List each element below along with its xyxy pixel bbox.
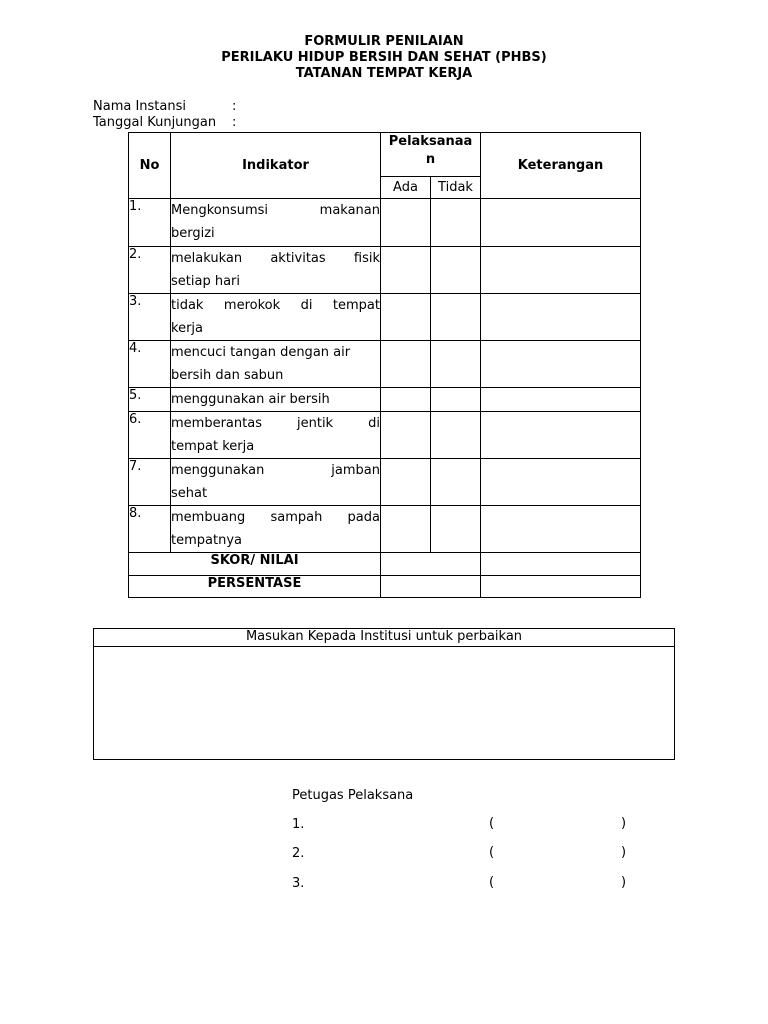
ada-cell[interactable] (381, 199, 431, 247)
tanggal-kunjungan-colon: : (232, 115, 237, 130)
masukan-title: Masukan Kepada Institusi untuk perbaikan (94, 629, 674, 647)
tidak-cell[interactable] (431, 506, 481, 553)
masukan-input-area[interactable] (94, 647, 674, 760)
ada-cell[interactable] (381, 506, 431, 553)
table-row (129, 506, 641, 553)
indikator-line: bergizi (171, 226, 215, 241)
header-indikator: Indikator (171, 133, 381, 199)
table-row (129, 294, 641, 341)
tidak-cell[interactable] (431, 412, 481, 459)
keterangan-cell[interactable] (481, 199, 641, 247)
indikator-line: melakukan aktivitas fisik (171, 251, 380, 266)
ada-cell[interactable] (381, 247, 431, 294)
row-number: 4. (129, 341, 171, 388)
indikator-cell (171, 247, 381, 294)
ada-cell[interactable] (381, 388, 431, 412)
indikator-line: tempatnya (171, 533, 242, 548)
indikator-cell (171, 506, 381, 553)
keterangan-cell[interactable] (481, 459, 641, 506)
table-row (129, 247, 641, 294)
indikator-line: bersih dan sabun (171, 368, 284, 383)
header-ada: Ada (381, 177, 431, 199)
row-number: 3. (129, 294, 171, 341)
header-pelaksanaan (381, 133, 481, 177)
tanggal-kunjungan-label: Tanggal Kunjungan (93, 115, 217, 130)
keterangan-cell[interactable] (481, 341, 641, 388)
skor-row (129, 553, 641, 576)
indikator-cell (171, 294, 381, 341)
petugas-number: 2. (292, 846, 305, 861)
indikator-line: Mengkonsumsi makanan (171, 203, 380, 218)
petugas-close-paren: ) (621, 875, 627, 890)
indikator-line: kerja (171, 321, 203, 336)
indikator-line: tidak merokok di tempat (171, 298, 380, 313)
form-title-line-1: FORMULIR PENILAIAN (304, 34, 464, 49)
tidak-cell[interactable] (431, 341, 481, 388)
persentase-row (129, 576, 641, 598)
indikator-line: sehat (171, 486, 208, 501)
header-no: No (129, 133, 171, 199)
nama-instansi-label: Nama Instansi (93, 99, 186, 114)
ada-cell[interactable] (381, 294, 431, 341)
table-row (129, 459, 641, 506)
petugas-open-paren: ( (489, 816, 495, 831)
header-tidak: Tidak (431, 177, 481, 199)
indikator-line: menggunakan jamban (171, 463, 380, 478)
ada-cell[interactable] (381, 341, 431, 388)
header-pelaksanaan-line-2: n (425, 152, 436, 167)
table-row (129, 199, 641, 247)
indikator-cell (171, 412, 381, 459)
ada-cell[interactable] (381, 459, 431, 506)
table-row (129, 412, 641, 459)
header-pelaksanaan-line-1: Pelaksanaa (388, 134, 473, 149)
tidak-cell[interactable] (431, 459, 481, 506)
form-title-line-3: TATANAN TEMPAT KERJA (295, 66, 473, 81)
indikator-line: memberantas jentik di (171, 416, 380, 431)
persentase-label: PERSENTASE (129, 576, 381, 598)
indikator-cell (171, 341, 381, 388)
petugas-number: 1. (292, 817, 305, 832)
row-number: 2. (129, 247, 171, 294)
indikator-cell (171, 459, 381, 506)
nama-instansi-colon: : (232, 99, 237, 114)
indikator-line: setiap hari (171, 274, 240, 289)
petugas-title: Petugas Pelaksana (292, 788, 414, 803)
row-number: 5. (129, 388, 171, 412)
indikator-line: tempat kerja (171, 439, 255, 454)
skor-keterangan-cell[interactable] (481, 553, 641, 576)
skor-value-cell[interactable] (381, 553, 481, 576)
header-keterangan: Keterangan (481, 133, 641, 199)
petugas-number: 3. (292, 876, 305, 891)
indikator-line: mencuci tangan dengan air (171, 345, 351, 360)
ada-cell[interactable] (381, 412, 431, 459)
row-number: 7. (129, 459, 171, 506)
tidak-cell[interactable] (431, 388, 481, 412)
row-number: 6. (129, 412, 171, 459)
table-row (129, 388, 641, 412)
keterangan-cell[interactable] (481, 294, 641, 341)
indikator-line: membuang sampah pada (171, 510, 380, 525)
tidak-cell[interactable] (431, 199, 481, 247)
persentase-keterangan-cell[interactable] (481, 576, 641, 598)
form-title-line-2: PERILAKU HIDUP BERSIH DAN SEHAT (PHBS) (221, 50, 547, 65)
indikator-cell (171, 199, 381, 247)
persentase-value-cell[interactable] (381, 576, 481, 598)
assessment-table (128, 132, 641, 598)
row-number: 8. (129, 506, 171, 553)
petugas-open-paren: ( (489, 875, 495, 890)
petugas-close-paren: ) (621, 845, 627, 860)
tidak-cell[interactable] (431, 247, 481, 294)
indikator-line: menggunakan air bersih (171, 392, 330, 407)
row-number: 1. (129, 199, 171, 247)
keterangan-cell[interactable] (481, 247, 641, 294)
tidak-cell[interactable] (431, 294, 481, 341)
masukan-box (93, 628, 675, 760)
keterangan-cell[interactable] (481, 506, 641, 553)
petugas-close-paren: ) (621, 816, 627, 831)
table-row (129, 341, 641, 388)
indikator-cell (171, 388, 381, 412)
skor-label: SKOR/ NILAI (129, 553, 381, 576)
petugas-open-paren: ( (489, 845, 495, 860)
keterangan-cell[interactable] (481, 388, 641, 412)
keterangan-cell[interactable] (481, 412, 641, 459)
